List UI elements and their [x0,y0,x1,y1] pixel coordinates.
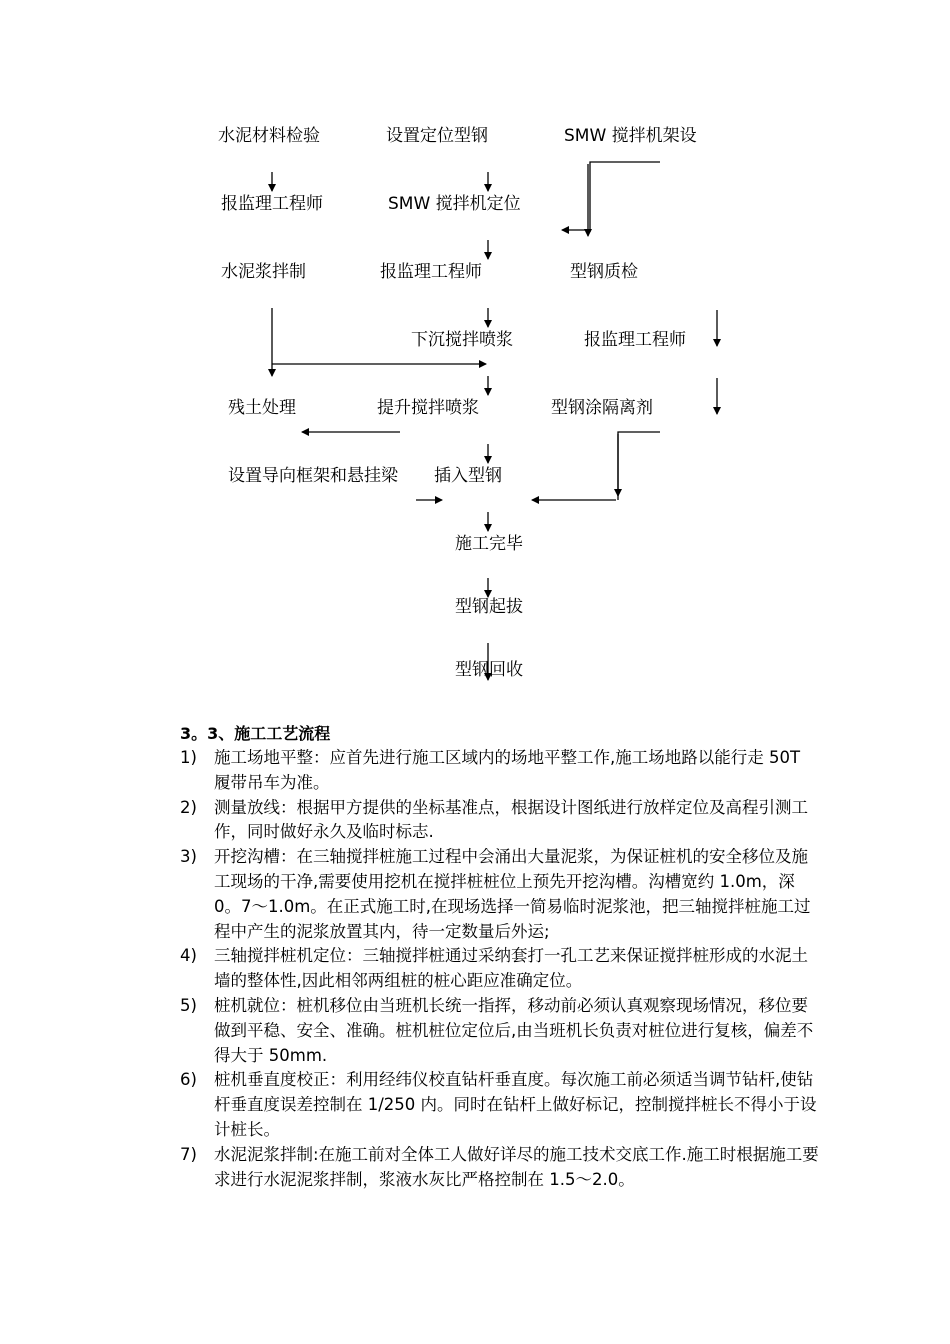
flow-node-smw-mixer-setup: SMW 搅拌机架设 [564,126,697,146]
flow-node-cement-slurry-mixing: 水泥浆拌制 [221,262,306,282]
arrow-mixer-setup-path [590,162,660,232]
flow-node-steel-recovery: 型钢回收 [455,660,523,680]
list-item [180,1068,820,1142]
flow-node-report-supervisor-1: 报监理工程师 [221,194,323,214]
flow-node-insert-steel: 插入型钢 [434,466,502,486]
step-text: 三轴搅拌桩机定位：三轴搅拌桩通过采纳套打一孔工艺来保证搅拌桩形成的水泥土墙的整体性,因此相邻两组桩的桩心距应准确定位。 [214,946,808,991]
flow-node-steel-quality-check: 型钢质检 [570,262,638,282]
list-item [180,944,820,994]
step-text: 桩机垂直度校正：利用经纬仪校直钻杆垂直度。每次施工前必须适当调节钻杆,使钻杆垂直度误差控制在 1/250 内。同时在钻杆上做好标记，控制搅拌桩长不得小于设计桩长。 [214,1070,817,1139]
arrow-release-agent-path [618,432,660,500]
step-number: 7) [180,1144,197,1164]
list-item [180,796,820,846]
step-number: 2) [180,797,197,817]
flow-node-steel-extraction: 型钢起拔 [455,597,523,617]
step-text: 水泥泥浆拌制:在施工前对全体工人做好详尽的施工技术交底工作.施工时根据施工要求进行水泥泥浆拌制，浆液水灰比严格控制在 1.5～2.0。 [214,1144,819,1189]
step-number: 4) [180,946,197,966]
flow-node-lift-mix-spray: 提升搅拌喷浆 [377,398,479,418]
flow-node-report-supervisor-2: 报监理工程师 [380,262,482,282]
step-number: 6) [180,1070,197,1090]
flow-node-cement-inspection: 水泥材料检验 [218,126,320,146]
flow-node-report-supervisor-3: 报监理工程师 [584,330,686,350]
step-number: 5) [180,995,197,1015]
flow-node-sink-mix-spray: 下沉搅拌喷浆 [411,330,513,350]
flow-node-construction-complete: 施工完毕 [455,534,523,554]
flow-node-set-positioning-steel: 设置定位型钢 [386,126,488,146]
step-text: 开挖沟槽：在三轴搅拌桩施工过程中会涌出大量泥浆，为保证桩机的安全移位及施工现场的干净,需要使用挖机在搅拌桩桩位上预先开挖沟槽。沟槽宽约 1.0m，深 0。7～1.0m。在正式施工时,在现场选择一简易临时泥浆池，把三轴搅拌桩施工过程中产生的泥浆放置其内，待一定数量后外运; [214,847,811,941]
flow-node-guide-frame-beam: 设置导向框架和悬挂梁 [228,466,398,486]
flow-node-residual-soil: 残土处理 [228,398,296,418]
list-item [180,845,820,944]
flow-node-smw-mixer-positioning: SMW 搅拌机定位 [388,194,521,214]
step-text: 桩机就位：桩机移位由当班机长统一指挥，移动前必须认真观察现场情况，移位要做到平稳、安全、准确。桩机桩位定位后,由当班机长负责对桩位进行复核，偏差不得大于 50mm. [214,995,814,1065]
section-title: 3。3、施工工艺流程 [180,724,331,743]
step-text: 测量放线：根据甲方提供的坐标基准点，根据设计图纸进行放样定位及高程引测工作，同时做好永久及临时标志. [214,797,808,842]
list-item [180,1143,820,1193]
flow-node-steel-release-agent: 型钢涂隔离剂 [551,398,653,418]
step-number: 3) [180,847,197,867]
process-steps-list [180,746,820,1192]
step-number: 1) [180,748,197,767]
list-item [180,746,820,796]
list-item [180,994,820,1068]
step-text: 施工场地平整：应首先进行施工区域内的场地平整工作,施工场地路以能行走 50T 履带吊车为准。 [214,748,801,792]
